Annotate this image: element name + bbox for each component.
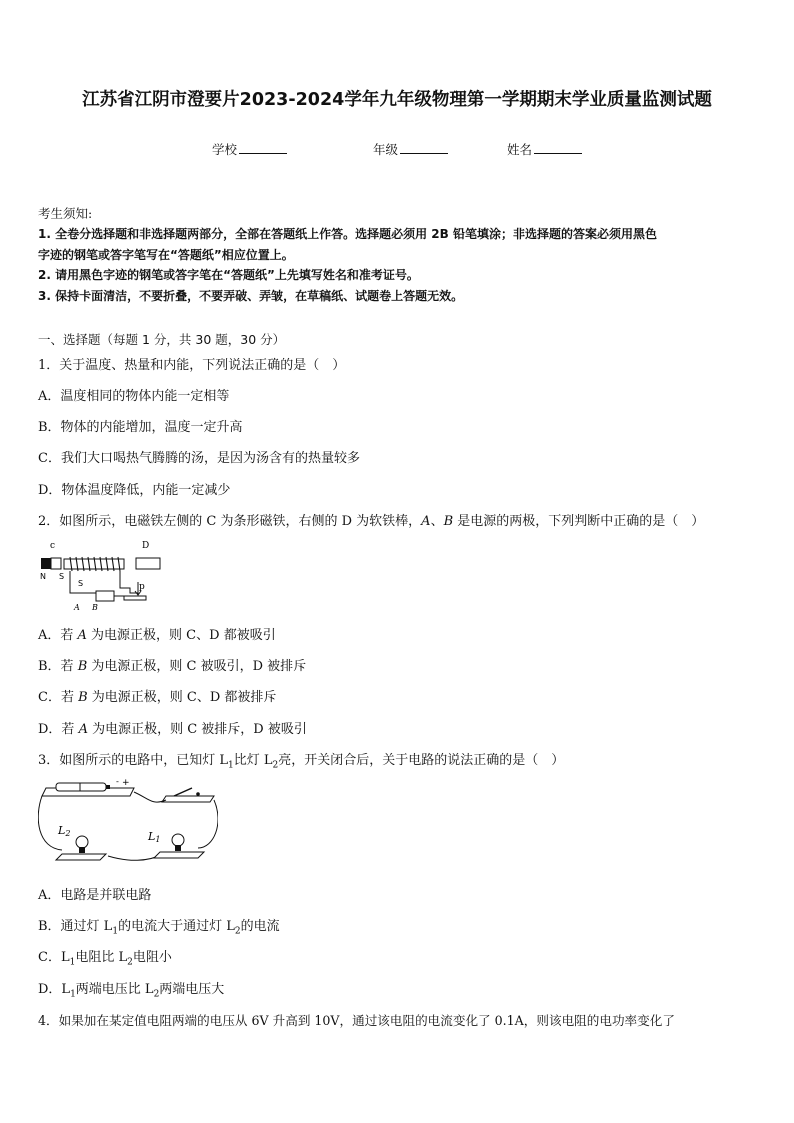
q1-option-b: B．物体的内能增加，温度一定升高 [38, 420, 243, 435]
school-field [212, 140, 287, 158]
notice-item: 2. 请用黑色字迹的钢笔或答字笔在“答题纸”上先填写姓名和准考证号。 [38, 268, 419, 282]
q3-option-d: D．$L_1$两端电压比 $L_2$两端电压大 [38, 982, 225, 1000]
q2-option-c: C．若 B 为电源正极，则 C、D 都被排斥 [38, 690, 277, 705]
fig-plus: + [122, 778, 130, 788]
name-blank [534, 141, 582, 154]
fig-label-d: D [142, 541, 150, 551]
grade-field [373, 140, 448, 158]
grade-blank [400, 141, 448, 154]
school-blank [239, 141, 287, 154]
fig-label-s2: S [78, 579, 84, 588]
fig-l2-label: L2 [58, 824, 71, 838]
fig-label-c: c [50, 541, 56, 551]
name-field [507, 140, 582, 158]
switch-base [162, 796, 214, 802]
q2-option-a: A．若 A 为电源正极，则 C、D 都被吸引 [38, 628, 276, 643]
fig-label-b: B [92, 603, 98, 612]
switch-lever-icon [174, 788, 192, 796]
grade-label: 年级 [373, 142, 399, 157]
bar-magnet-n-pole [41, 558, 51, 569]
lamp-l1-base [154, 852, 204, 858]
q4-stem: 4．如果加在某定值电阻两端的电压从 6V 升高到 10V，通过该电阻的电流变化了 0.1A，则该电阻的电功率变化了 [38, 1013, 675, 1028]
q3-option-a: A．电路是并联电路 [38, 888, 152, 903]
notice-item: 1. 全卷分选择题和非选择题两部分，全部在答题纸上作答。选择题必须用 2B 铅笔填涂；非选择题的答案必须用黑色 [38, 227, 657, 241]
page-title: 江苏省江阴市澄要片2023-2024学年九年级物理第一学期期末学业质量监测试题 [82, 90, 712, 110]
lamp-l2-icon [76, 836, 88, 848]
fig-label-s: S [59, 572, 65, 581]
fig-l1-label: L1 [148, 830, 161, 844]
section-heading: 一、选择题（每题 1 分，共 30 题，30 分） [38, 332, 286, 347]
q2-option-b: B．若 B 为电源正极，则 C 被吸引，D 被排斥 [38, 659, 307, 674]
circuit-figure [38, 778, 218, 866]
rheostat-icon [124, 596, 146, 600]
school-label: 学校 [212, 142, 238, 157]
fig-label-p: p [139, 582, 145, 592]
fig-label-n: N [40, 572, 46, 581]
battery-icon [96, 591, 114, 601]
lamp-l1-icon [172, 834, 184, 846]
q1-option-d: D．物体温度降低，内能一定减少 [38, 483, 231, 498]
q1-stem: 1．关于温度、热量和内能，下列说法正确的是（ ） [38, 358, 346, 373]
soft-iron-rod [136, 558, 160, 569]
electromagnet-figure [38, 538, 168, 613]
lamp-l2-base [56, 854, 106, 860]
name-label: 姓名 [507, 142, 533, 157]
bar-magnet-s-pole [51, 558, 61, 569]
q3-option-c: C．$L_1$电阻比 $L_2$电阻小 [38, 950, 172, 968]
q1-option-c: C．我们大口喝热气腾腾的汤，是因为汤含有的热量较多 [38, 451, 360, 466]
notice-item: 3. 保持卡面清洁，不要折叠，不要弄破、弄皱，在草稿纸、试题卷上答题无效。 [38, 289, 464, 303]
fig-minus: - [116, 778, 119, 786]
q2-stem: 2．如图所示，电磁铁左侧的 C 为条形磁铁，右侧的 D 为软铁棒，A、B 是电源的两极，下列判断中正确的是（ ） [38, 514, 705, 529]
q3-option-b: B．通过灯 $L_1$的电流大于通过灯 $L_2$的电流 [38, 919, 280, 937]
notice-heading: 考生须知: [38, 206, 93, 221]
q2-option-d: D．若 A 为电源正极，则 C 被排斥，D 被吸引 [38, 722, 307, 737]
fig-label-a: A [74, 603, 80, 612]
battery-cell-icon [56, 783, 106, 791]
notice-item: 字迹的钢笔或答字笔写在“答题纸”相应位置上。 [38, 248, 294, 262]
q3-stem: 3．如图所示的电路中，已知灯 $L_1$比灯 $L_2$亮，开关闭合后，关于电路的说法正确的是（ ） [38, 753, 565, 771]
q1-option-a: A．温度相同的物体内能一定相等 [38, 389, 230, 404]
